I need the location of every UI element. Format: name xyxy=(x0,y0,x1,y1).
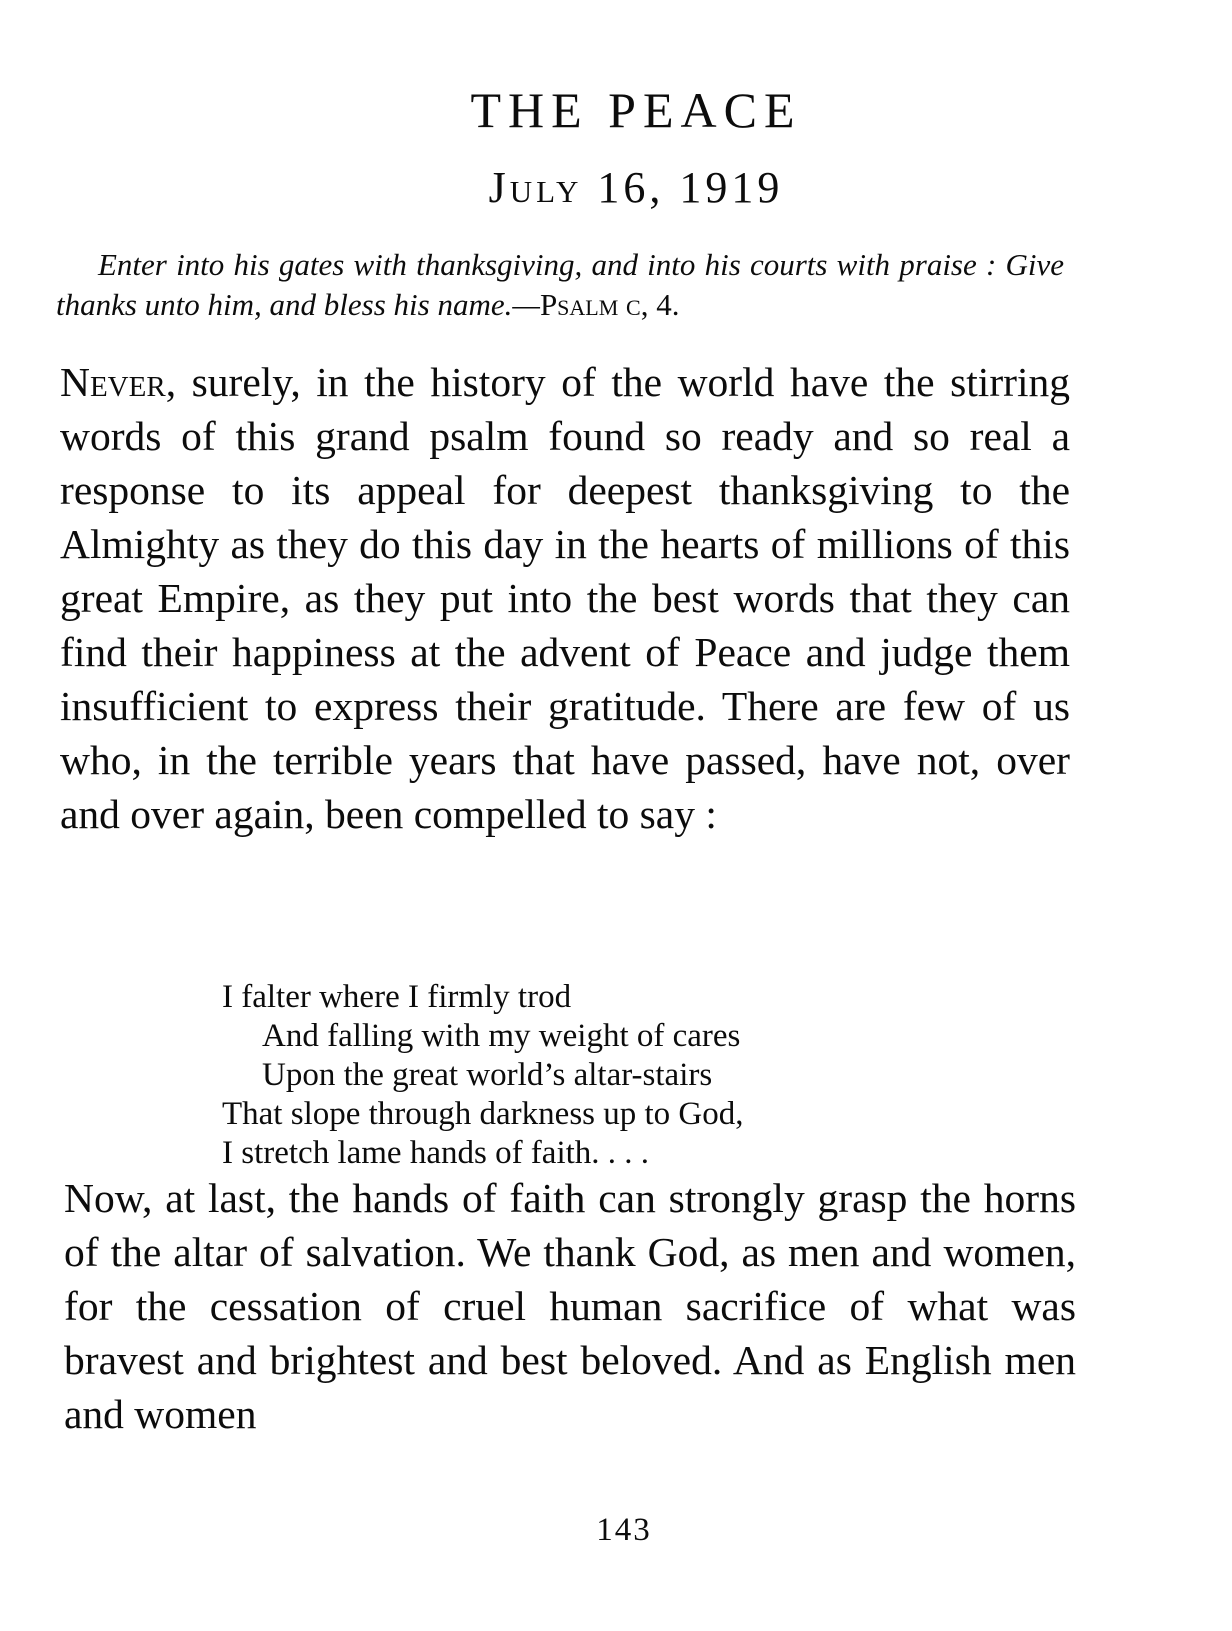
paragraph-2: Now, at last, the hands of faith can strongly grasp the horns of the altar of salvation. We thank God, as men and women, for the cessation of cruel human sacrifice of what was bravest and brightest and best beloved. And as English men and women xyxy=(64,1175,1076,1437)
paragraph-1 xyxy=(60,355,1070,841)
verse-line: Upon the great world’s altar-stairs xyxy=(262,1057,713,1093)
verse-line: I stretch lame hands of faith. . . . xyxy=(222,1135,650,1171)
verse-line: I falter where I firmly trod xyxy=(222,979,572,1015)
epigraph xyxy=(56,245,1064,325)
verse-line: And falling with my weight of cares xyxy=(262,1018,741,1054)
chapter-title: THE PEACE xyxy=(470,82,802,138)
epigraph-source: Psalm c, 4. xyxy=(539,287,680,322)
verse-line: That slope through darkness up to God, xyxy=(222,1096,744,1132)
paragraph-1-text: , surely, in the history of the world have the stirring words of this grand psalm found so ready and so real a response to its appeal for deepest thanksgiving to the Almighty as they do this day in the hearts of millions of this great Empire, as they put into the best words that they can find their happiness at the advent of Peace and judge them insufficient to express their gratitude. There are few of us who, in the terrible years that have passed, have not, over and over again, been compelled to say : xyxy=(60,359,1070,837)
verse-quotation xyxy=(222,978,744,1173)
page-number: 143 xyxy=(596,1512,652,1548)
chapter-date: July 16, 1919 xyxy=(488,163,784,212)
epigraph-text: Enter into his gates with thanksgiving, and into his courts with praise : Give thanks unto him, and bless his name.— xyxy=(56,247,1064,322)
paragraph-1-lead-word: Never xyxy=(60,359,166,405)
